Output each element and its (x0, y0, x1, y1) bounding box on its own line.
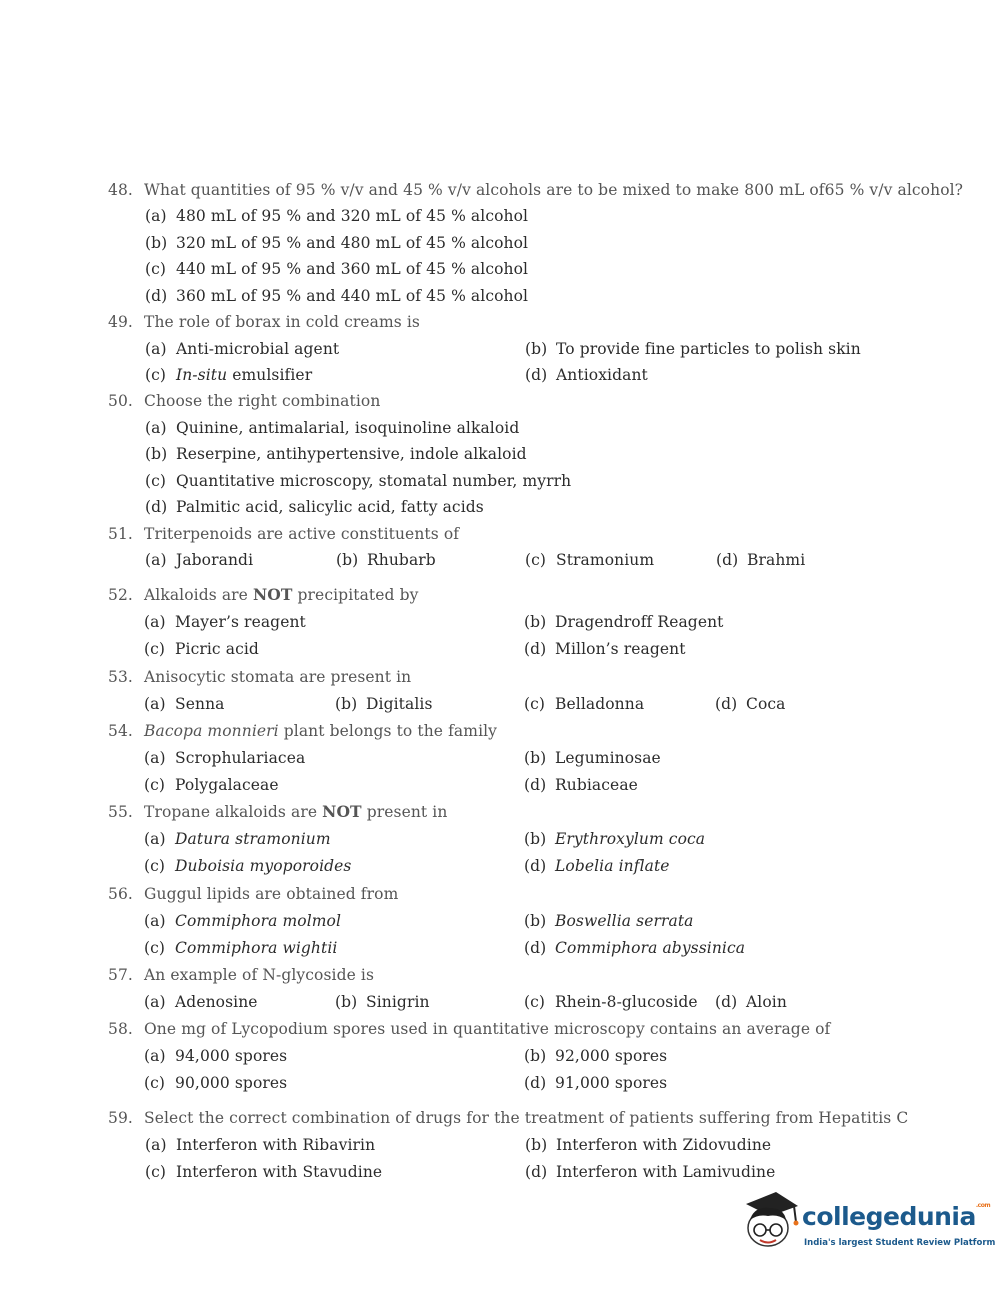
question-number: 56. (108, 885, 133, 903)
option-49b: (b) To provide fine particles to polish skin (525, 340, 861, 358)
question-52: 52. Alkaloids are NOT precipitated by (108, 585, 419, 604)
option-51a: (a) Jaborandi (145, 551, 254, 569)
option-58c: (c) 90,000 spores (144, 1074, 288, 1092)
option-51d: (d) Brahmi (716, 551, 806, 569)
option-57b: (b) Sinigrin (335, 993, 430, 1011)
option-56a: (a) Commiphora molmol (144, 912, 342, 930)
option-49a: (a) Anti-microbial agent (145, 340, 340, 358)
question-54: 54. Bacopa monnieri plant belongs to the family (108, 722, 498, 740)
question-58 (108, 1019, 830, 1039)
option-48b: (b) 320 mL of 95 % and 480 mL of 45 % alcohol (145, 234, 529, 252)
option-53d: (d) Coca (715, 695, 786, 713)
option-56d: (d) Commiphora abyssinica (524, 939, 746, 957)
question-text: What quantities of 95 % v/v and 45 % v/v alcohols are to be mixed to make 800 mL of65 % v/v alcohol? (144, 181, 964, 199)
option-54a: (a) Scrophulariacea (144, 749, 306, 767)
option-49d: (d) Antioxidant (525, 366, 648, 384)
option-59d: (d) Interferon with Lamivudine (525, 1163, 776, 1181)
collegedunia-logo[interactable] (740, 1190, 996, 1260)
option-59a: (a) Interferon with Ribavirin (145, 1136, 376, 1154)
question-57 (108, 965, 374, 985)
question-number: 48. (108, 181, 133, 199)
logo-wordmark: collegedunia$^{.com}$ (802, 1202, 991, 1231)
option-56b: (b) Boswellia serrata (524, 912, 694, 930)
option-55a: (a) Datura stramonium (144, 830, 331, 848)
question-48 (108, 180, 963, 200)
question-number: 57. (108, 966, 133, 984)
option-59c: (c) Interferon with Stavudine (145, 1163, 383, 1181)
option-53b: (b) Digitalis (335, 695, 433, 713)
option-58a: (a) 94,000 spores (144, 1047, 288, 1065)
question-51 (108, 524, 459, 544)
option-54d: (d) Rubiaceae (524, 776, 638, 794)
option-50a: (a) Quinine, antimalarial, isoquinoline alkaloid (145, 419, 520, 437)
option-48d: (d) 360 mL of 95 % and 440 mL of 45 % alcohol (145, 287, 529, 305)
question-text: Choose the right combination (144, 392, 381, 410)
question-number: 50. (108, 392, 133, 410)
logo-tagline: India's largest Student Review Platform (804, 1238, 996, 1248)
question-53 (108, 667, 411, 687)
question-text: Guggul lipids are obtained from (144, 885, 399, 903)
option-57c: (c) Rhein-8-glucoside (524, 993, 698, 1011)
question-number: 58. (108, 1020, 133, 1038)
question-50 (108, 391, 380, 411)
question-56 (108, 884, 398, 904)
question-text: Triterpenoids are active constituents of (144, 525, 460, 543)
mascot-icon (740, 1190, 800, 1252)
option-58b: (b) 92,000 spores (524, 1047, 668, 1065)
option-55c: (c) Duboisia myoporoides (144, 857, 352, 875)
question-number: 55. (108, 803, 133, 821)
option-55d: (d) Lobelia inflate (524, 857, 670, 875)
question-text: An example of N-glycoside is (144, 966, 375, 984)
option-57d: (d) Aloin (715, 993, 787, 1011)
option-58d: (d) 91,000 spores (524, 1074, 668, 1092)
question-number: 49. (108, 313, 133, 331)
option-53a: (a) Senna (144, 695, 225, 713)
option-57a: (a) Adenosine (144, 993, 258, 1011)
question-number: 54. (108, 722, 133, 740)
option-59b: (b) Interferon with Zidovudine (525, 1136, 772, 1154)
question-55: 55. Tropane alkaloids are NOT present in (108, 802, 448, 821)
option-48a: (a) 480 mL of 95 % and 320 mL of 45 % alcohol (145, 207, 529, 225)
question-text: The role of borax in cold creams is (144, 313, 420, 331)
option-50c: (c) Quantitative microscopy, stomatal number, myrrh (145, 472, 572, 490)
option-52b: (b) Dragendroff Reagent (524, 613, 724, 631)
option-56c: (c) Commiphora wightii (144, 939, 338, 957)
question-number: 52. (108, 586, 133, 604)
question-number: 51. (108, 525, 133, 543)
question-text: One mg of Lycopodium spores used in quantitative microscopy contains an average of (144, 1020, 831, 1038)
option-51c: (c) Stramonium (525, 551, 655, 569)
option-52a: (a) Mayer’s reagent (144, 613, 306, 631)
option-55b: (b) Erythroxylum coca (524, 830, 706, 848)
option-48c: (c) 440 mL of 95 % and 360 mL of 45 % alcohol (145, 260, 529, 278)
option-52c: (c) Picric acid (144, 640, 259, 658)
option-53c: (c) Belladonna (524, 695, 645, 713)
option-54b: (b) Leguminosae (524, 749, 661, 767)
option-50d: (d) Palmitic acid, salicylic acid, fatty acids (145, 498, 484, 516)
option-49c: (c) In-situ emulsifier (145, 366, 313, 384)
option-50b: (b) Reserpine, antihypertensive, indole alkaloid (145, 445, 527, 463)
question-text: Select the correct combination of drugs for the treatment of patients suffering from Hepatitis C (144, 1109, 909, 1127)
question-number: 53. (108, 668, 133, 686)
question-number: 59. (108, 1109, 133, 1127)
option-52d: (d) Millon’s reagent (524, 640, 686, 658)
question-text: Anisocytic stomata are present in (144, 668, 412, 686)
option-51b: (b) Rhubarb (336, 551, 436, 569)
question-49 (108, 312, 420, 332)
question-59 (108, 1108, 908, 1128)
option-54c: (c) Polygalaceae (144, 776, 279, 794)
